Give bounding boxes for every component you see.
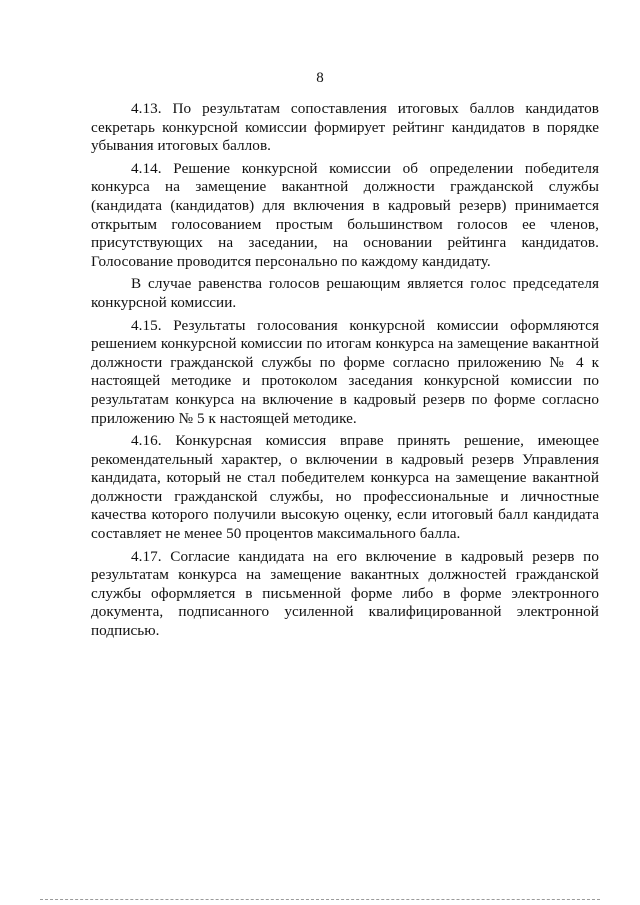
page-bottom-rule xyxy=(40,899,600,900)
paragraph-4-13 xyxy=(91,100,599,156)
paragraph-text: По результатам сопоставления итоговых баллов кандидатов секретарь конкурсной комиссии формирует рейтинг кандидатов в порядке убывания итоговых баллов. xyxy=(91,100,599,155)
document-body xyxy=(91,100,599,645)
paragraph-text: В случае равенства голосов решающим является голос председателя конкурсной комиссии. xyxy=(91,275,599,311)
paragraph-text: Результаты голосования конкурсной комиссии оформляются решением конкурсной комиссии по итогам конкурса на замещение вакантной должности гражданской службы по форме согласно приложению № 4 к настоящей методике и протоколом заседания конкурсной комиссии по результатам конкурса на включение в кадровый резерв по форме согласно приложению № 5 к настоящей методике. xyxy=(91,316,599,427)
paragraph-number: 4.15. xyxy=(131,316,162,334)
paragraph-text: Конкурсная комиссия вправе принять решение, имеющее рекомендательный характер, о включении в кадровый резерв Управления кандидата, который не стал победителем конкурса на замещение вакантной должности гражданской службы, но профессиональные и личностные качества которого получили высокую оценку, если итоговый балл кандидата составляет не менее 50 процентов максимального балла. xyxy=(91,432,599,543)
paragraph-4-14 xyxy=(91,160,599,272)
paragraph-number: 4.17. xyxy=(131,547,162,565)
paragraph-4-16 xyxy=(91,432,599,544)
paragraph-4-17 xyxy=(91,548,599,641)
page-number: 8 xyxy=(316,70,324,86)
paragraph-number: 4.14. xyxy=(131,159,162,177)
paragraph-text: Решение конкурсной комиссии об определении победителя конкурса на замещение вакантной должности гражданской службы (кандидата (кандидатов) для включения в кадровый резерв) принимается открытым голосованием простым большинством голосов ее членов, присутствующих на заседании, на основании рейтинга кандидатов. Голосование проводится персонально по каждому кандидату. xyxy=(91,159,599,270)
paragraph-number: 4.16. xyxy=(131,432,162,450)
paragraph-tie-vote xyxy=(91,275,599,312)
paragraph-text: Согласие кандидата на его включение в кадровый резерв по результатам конкурса на замещение вакантных должностей гражданской службы оформляется в письменной форме либо в форме электронного документа, подписанного усиленной квалифицированной электронной подписью. xyxy=(91,547,599,640)
paragraph-4-15 xyxy=(91,317,599,429)
paragraph-number: 4.13. xyxy=(131,100,162,117)
